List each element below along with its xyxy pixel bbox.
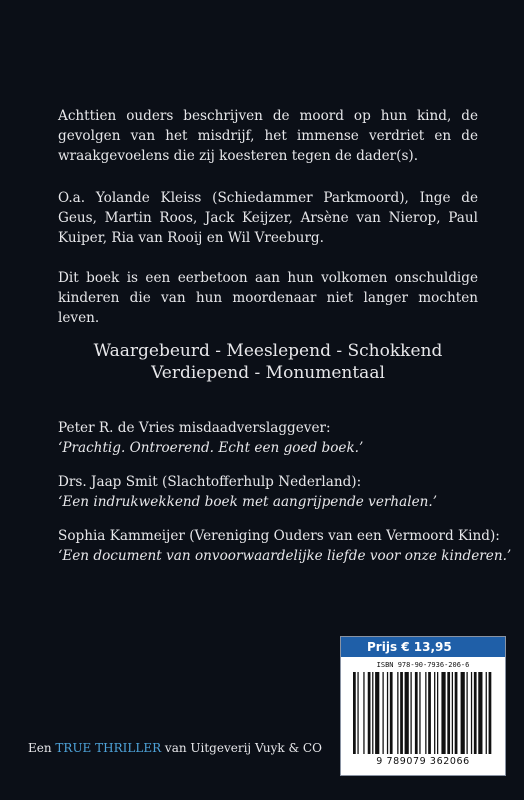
- quote-kammeijer: [58, 526, 512, 566]
- true-thriller-label: TRUE THRILLER: [55, 741, 162, 755]
- quote-source: Peter R. de Vries misdaadverslaggever:: [58, 420, 331, 436]
- intro-paragraph-1: Achttien ouders beschrijven de moord op hun kind, de gevolgen van het misdrijf, het immense verdriet en de wraakgevoelens die zij koesteren tegen de dader(s).: [58, 108, 478, 164]
- quote-source: Drs. Jaap Smit (Slachtofferhulp Nederland):: [58, 474, 362, 490]
- barcode-number: 9 789079 362066: [376, 756, 470, 767]
- price-barcode-panel: [340, 636, 506, 776]
- publisher-prefix: Een: [28, 741, 56, 755]
- quote-source: Sophia Kammeijer (Vereniging Ouders van een Vermoord Kind):: [58, 528, 500, 544]
- barcode-graphic: [353, 672, 493, 754]
- intro-paragraph-2: O.a. Yolande Kleiss (Schiedammer Parkmoord), Inge de Geus, Martin Roos, Jack Keijzer, Arsène van Nierop, Paul Kuiper, Ria van Rooij en Wil Vreeburg.: [58, 190, 478, 246]
- publisher-suffix: van Uitgeverij Vuyk & CO: [161, 741, 322, 755]
- quote-de-vries: [58, 418, 488, 458]
- price-label: Prijs € 13,95: [341, 637, 505, 657]
- tagline: [58, 340, 478, 384]
- intro-paragraph-3: Dit boek is een eerbetoon aan hun volkomen onschuldige kinderen die van hun moordenaar niet langer mochten leven.: [58, 270, 478, 326]
- quote-text: ‘Een indrukwekkend boek met aangrijpende verhalen.’: [58, 494, 438, 510]
- publisher-line: [28, 741, 322, 755]
- quote-smit: [58, 472, 488, 512]
- tagline-line-2: Verdiepend - Monumentaal: [151, 363, 385, 383]
- quote-text: ‘Een document van onvoorwaardelijke liefde voor onze kinderen.’: [58, 548, 512, 564]
- quote-text: ‘Prachtig. Ontroerend. Echt een goed boek.’: [58, 440, 364, 456]
- isbn-text: ISBN 978-90-7936-206-6: [376, 661, 470, 669]
- tagline-line-1: Waargebeurd - Meeslepend - Schokkend: [93, 341, 443, 361]
